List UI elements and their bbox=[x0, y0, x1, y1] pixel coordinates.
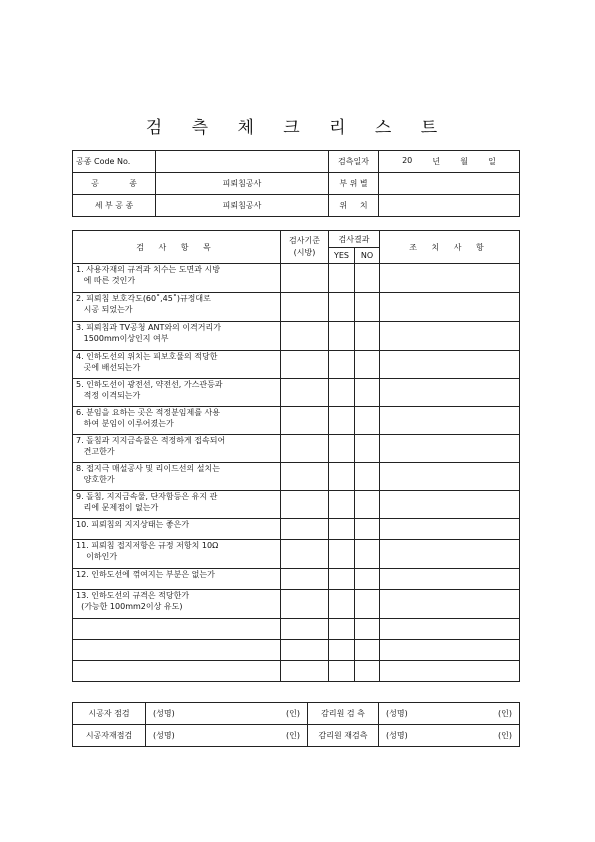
checklist-item-line2: 견고한가 bbox=[76, 447, 115, 456]
checklist-item-line1: 12. 인하도선에 꺾여지는 부분은 없는가 bbox=[76, 570, 215, 579]
checklist-row bbox=[73, 351, 520, 379]
contractor-check-name: (성명) bbox=[153, 709, 175, 718]
criteria-cell[interactable] bbox=[281, 435, 329, 463]
gongjong-value[interactable]: 피뢰침공사 bbox=[156, 173, 329, 195]
checklist-item-line2: 적정 이격되는가 bbox=[76, 391, 141, 400]
yes-cell[interactable] bbox=[329, 351, 355, 379]
header-criteria bbox=[281, 231, 329, 264]
action-cell[interactable] bbox=[380, 661, 520, 682]
checklist-row bbox=[73, 540, 520, 569]
checklist-item-line1: 10. 피뢰침의 지지상태는 좋은가 bbox=[76, 520, 190, 529]
checklist-item-line1: 4. 인하도선의 위치는 피보호물의 적당한 bbox=[76, 352, 218, 361]
criteria-cell[interactable] bbox=[281, 619, 329, 640]
checklist-item-line2: 이하인가 bbox=[76, 552, 118, 561]
checklist-item-line1: 13. 인하도선의 규격은 적당한가 bbox=[76, 591, 190, 600]
gongjong-label-b: 종 bbox=[129, 179, 137, 188]
contractor-check-label: 시공자 점검 bbox=[73, 703, 146, 725]
checklist-item bbox=[73, 519, 281, 540]
date-value[interactable] bbox=[379, 151, 520, 173]
yes-cell[interactable] bbox=[329, 640, 355, 661]
yes-cell[interactable] bbox=[329, 590, 355, 619]
sebu-label: 세 부 공 종 bbox=[73, 195, 156, 217]
no-cell[interactable] bbox=[355, 661, 380, 682]
header-action: 조 치 사 항 bbox=[380, 231, 520, 264]
checklist-item-line2: 에 따른 것인가 bbox=[76, 276, 136, 285]
checklist-item-line2: 1500mm이상인지 여부 bbox=[76, 334, 169, 343]
code-value[interactable] bbox=[156, 151, 329, 173]
no-cell[interactable] bbox=[355, 640, 380, 661]
info-row-gongjong bbox=[73, 173, 520, 195]
action-cell[interactable] bbox=[380, 407, 520, 435]
yes-cell[interactable] bbox=[329, 569, 355, 590]
no-cell[interactable] bbox=[355, 540, 380, 569]
criteria-cell[interactable] bbox=[281, 351, 329, 379]
checklist-item bbox=[73, 661, 281, 682]
yes-cell[interactable] bbox=[329, 619, 355, 640]
location-label: 부 위 별 bbox=[329, 173, 379, 195]
signature-row-1 bbox=[73, 703, 520, 725]
header-criteria-line1: 검사기준 bbox=[289, 236, 320, 245]
yes-cell[interactable] bbox=[329, 264, 355, 293]
criteria-cell[interactable] bbox=[281, 569, 329, 590]
no-cell[interactable] bbox=[355, 619, 380, 640]
checklist-row bbox=[73, 463, 520, 491]
action-cell[interactable] bbox=[380, 293, 520, 322]
yes-cell[interactable] bbox=[329, 435, 355, 463]
supervisor-reinspect-label: 감리원 재검측 bbox=[308, 725, 379, 747]
checklist-item bbox=[73, 640, 281, 661]
checklist-item-line1: 5. 인하도선이 광전선, 약전선, 가스관등과 bbox=[76, 380, 223, 389]
checklist-item bbox=[73, 264, 281, 293]
gongjong-label-a: 공 bbox=[91, 179, 99, 188]
contractor-recheck-signature[interactable] bbox=[146, 725, 308, 747]
checklist-item bbox=[73, 293, 281, 322]
checklist-row bbox=[73, 519, 520, 540]
checklist-row bbox=[73, 379, 520, 407]
supervisor-inspect-signature[interactable] bbox=[379, 703, 520, 725]
checklist-row bbox=[73, 435, 520, 463]
checklist-row bbox=[73, 640, 520, 661]
action-cell[interactable] bbox=[380, 640, 520, 661]
action-cell[interactable] bbox=[380, 264, 520, 293]
checklist-item-line1: 6. 분임을 요하는 곳은 적정분임제를 사용 bbox=[76, 408, 220, 417]
checklist-item bbox=[73, 540, 281, 569]
supervisor-inspect-seal: (인) bbox=[498, 709, 512, 718]
checklist-row bbox=[73, 619, 520, 640]
no-cell[interactable] bbox=[355, 264, 380, 293]
yes-cell[interactable] bbox=[329, 407, 355, 435]
supervisor-reinspect-signature[interactable] bbox=[379, 725, 520, 747]
checklist-row bbox=[73, 322, 520, 351]
no-cell[interactable] bbox=[355, 293, 380, 322]
no-cell[interactable] bbox=[355, 407, 380, 435]
checklist-item-line1: 9. 돌침, 지지금속물, 단자함등은 유지 관 bbox=[76, 492, 218, 501]
checklist-header-row bbox=[73, 231, 520, 248]
checklist-row bbox=[73, 407, 520, 435]
info-table bbox=[72, 150, 520, 217]
date-il: 일 bbox=[488, 157, 496, 166]
checklist-item-line2: 곳에 배선되는가 bbox=[76, 363, 141, 372]
page-title: 검 측 체 크 리 스 트 bbox=[145, 118, 450, 138]
checklist-item-line1: 8. 접지극 매설공사 및 리이드선의 설치는 bbox=[76, 464, 220, 473]
header-no: NO bbox=[355, 248, 380, 264]
checklist-item bbox=[73, 435, 281, 463]
code-label: 공종 Code No. bbox=[73, 151, 156, 173]
checklist-row bbox=[73, 590, 520, 619]
contractor-check-seal: (인) bbox=[286, 709, 300, 718]
criteria-cell[interactable] bbox=[281, 322, 329, 351]
checklist-item bbox=[73, 463, 281, 491]
checklist-item bbox=[73, 590, 281, 619]
no-cell[interactable] bbox=[355, 322, 380, 351]
checklist-item-line2: 양호한가 bbox=[76, 475, 115, 484]
action-cell[interactable] bbox=[380, 351, 520, 379]
contractor-recheck-seal: (인) bbox=[286, 731, 300, 740]
action-cell[interactable] bbox=[380, 519, 520, 540]
action-cell[interactable] bbox=[380, 590, 520, 619]
yes-cell[interactable] bbox=[329, 293, 355, 322]
supervisor-inspect-name: (성명) bbox=[386, 709, 408, 718]
action-cell[interactable] bbox=[380, 322, 520, 351]
checklist-item-line2: 하여 분임이 이루어졌는가 bbox=[76, 419, 174, 428]
action-cell[interactable] bbox=[380, 569, 520, 590]
action-cell[interactable] bbox=[380, 491, 520, 519]
no-cell[interactable] bbox=[355, 491, 380, 519]
no-cell[interactable] bbox=[355, 435, 380, 463]
header-result: 검사결과 bbox=[329, 231, 380, 248]
yes-cell[interactable] bbox=[329, 540, 355, 569]
checklist-item-line1: 7. 돌침과 지지금속물은 적정하게 접속되어 bbox=[76, 436, 226, 445]
supervisor-reinspect-seal: (인) bbox=[498, 731, 512, 740]
criteria-cell[interactable] bbox=[281, 264, 329, 293]
checklist-row bbox=[73, 293, 520, 322]
location-value[interactable] bbox=[379, 173, 520, 195]
no-cell[interactable] bbox=[355, 569, 380, 590]
signature-row-2 bbox=[73, 725, 520, 747]
no-cell[interactable] bbox=[355, 379, 380, 407]
yes-cell[interactable] bbox=[329, 463, 355, 491]
checklist-row bbox=[73, 569, 520, 590]
date-nyeon: 년 bbox=[432, 157, 441, 166]
checklist-table bbox=[72, 230, 520, 682]
action-cell[interactable] bbox=[380, 619, 520, 640]
checklist-item bbox=[73, 322, 281, 351]
no-cell[interactable] bbox=[355, 519, 380, 540]
action-cell[interactable] bbox=[380, 463, 520, 491]
criteria-cell[interactable] bbox=[281, 661, 329, 682]
no-cell[interactable] bbox=[355, 590, 380, 619]
header-items: 검 사 항 목 bbox=[73, 231, 281, 264]
checklist-item-line2: (가능한 100mm2이상 유도) bbox=[76, 602, 183, 611]
checklist-item-line1: 11. 피뢰침 접지저항은 규정 저항치 10Ω bbox=[76, 541, 219, 550]
checklist-item-line1: 1. 사용자재의 규격과 치수는 도면과 시방 bbox=[76, 265, 220, 274]
criteria-cell[interactable] bbox=[281, 519, 329, 540]
checklist-item bbox=[73, 491, 281, 519]
checklist-item bbox=[73, 407, 281, 435]
sebu-value[interactable]: 피뢰침공사 bbox=[156, 195, 329, 217]
checklist-item bbox=[73, 619, 281, 640]
checklist-item-line1: 2. 피뢰침 보호각도(60˚,45˚)규정대로 bbox=[76, 294, 211, 303]
signature-table bbox=[72, 702, 520, 747]
criteria-cell[interactable] bbox=[281, 590, 329, 619]
supervisor-inspect-label: 감리원 검 측 bbox=[308, 703, 379, 725]
criteria-cell[interactable] bbox=[281, 293, 329, 322]
no-cell[interactable] bbox=[355, 351, 380, 379]
checklist-item bbox=[73, 569, 281, 590]
checklist-row bbox=[73, 661, 520, 682]
checklist-row bbox=[73, 264, 520, 293]
checklist-item-line1: 3. 피뢰침과 TV공청 ANT와의 이격거리가 bbox=[76, 323, 221, 332]
criteria-cell[interactable] bbox=[281, 379, 329, 407]
header-criteria-line2: (시방) bbox=[293, 248, 316, 257]
date-wol: 월 bbox=[460, 157, 468, 166]
action-cell[interactable] bbox=[380, 435, 520, 463]
header-yes: YES bbox=[329, 248, 355, 264]
checklist-row bbox=[73, 491, 520, 519]
yes-cell[interactable] bbox=[329, 491, 355, 519]
yes-cell[interactable] bbox=[329, 379, 355, 407]
checklist-item-line2: 시공 되었는가 bbox=[76, 305, 133, 314]
date-label: 검측일자 bbox=[329, 151, 379, 173]
checklist-item bbox=[73, 379, 281, 407]
date-year: 20 bbox=[402, 156, 413, 165]
criteria-cell[interactable] bbox=[281, 491, 329, 519]
criteria-cell[interactable] bbox=[281, 540, 329, 569]
position-label: 위 치 bbox=[329, 195, 379, 217]
contractor-check-signature[interactable] bbox=[146, 703, 308, 725]
no-cell[interactable] bbox=[355, 463, 380, 491]
checklist-item bbox=[73, 351, 281, 379]
contractor-recheck-name: (성명) bbox=[153, 731, 175, 740]
gongjong-label bbox=[73, 173, 156, 195]
yes-cell[interactable] bbox=[329, 519, 355, 540]
info-row-sebu bbox=[73, 195, 520, 217]
contractor-recheck-label: 시공자재점검 bbox=[73, 725, 146, 747]
criteria-cell[interactable] bbox=[281, 463, 329, 491]
yes-cell[interactable] bbox=[329, 322, 355, 351]
criteria-cell[interactable] bbox=[281, 640, 329, 661]
yes-cell[interactable] bbox=[329, 661, 355, 682]
checklist-item-line2: 리에 문제점이 없는가 bbox=[76, 503, 159, 512]
criteria-cell[interactable] bbox=[281, 407, 329, 435]
info-row-code bbox=[73, 151, 520, 173]
position-value[interactable] bbox=[379, 195, 520, 217]
supervisor-reinspect-name: (성명) bbox=[386, 731, 408, 740]
action-cell[interactable] bbox=[380, 540, 520, 569]
action-cell[interactable] bbox=[380, 379, 520, 407]
